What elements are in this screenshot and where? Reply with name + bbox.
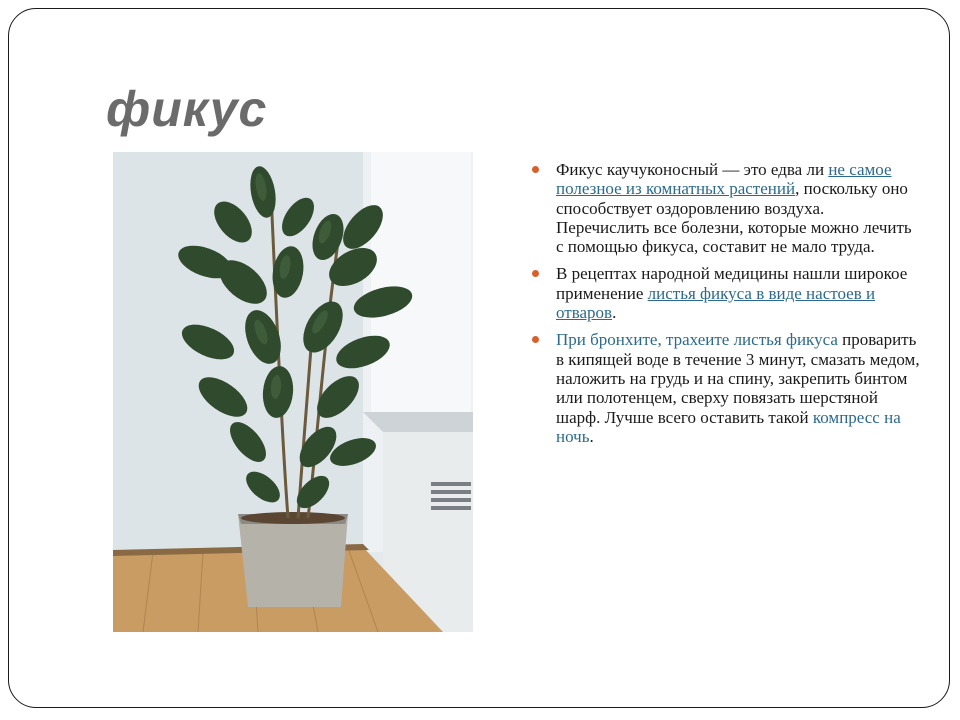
- bullet-text: .: [612, 303, 617, 323]
- bullet-item: [530, 160, 920, 256]
- bullet-marker: [532, 270, 539, 277]
- bullet-item: [530, 264, 920, 322]
- bullet-text: В рецептах народной медицины нашли широкое применение: [556, 264, 908, 303]
- inline-link[interactable]: не самое полезное из комнатных растений: [556, 160, 892, 199]
- bullet-item: [530, 330, 920, 446]
- bullet-text: Фикус каучуконосный — это едва ли: [556, 160, 829, 179]
- bullet-text: проварить в кипящей воде в течение 3 минут, смазать медом, наложить на грудь и на спину, закрепить бинтом или полотенцем, сверху повязать шерстяной шарф. Лучше всего оставить такой: [556, 330, 920, 427]
- highlighted-text: компресс на ночь: [556, 407, 901, 446]
- bullet-marker: [532, 336, 539, 343]
- bullet-list: [530, 160, 920, 454]
- ficus-photo: [113, 152, 473, 632]
- highlighted-text: При бронхите, трахеите листья фикуса: [556, 330, 838, 350]
- bullet-text: .: [589, 426, 594, 446]
- bullet-text: , поскольку оно способствует оздоровлению воздуха. Перечислить все болезни, которые можно лечить с помощью фикуса, составит не мало труда.: [556, 179, 912, 257]
- slide-title: фикус: [106, 81, 268, 137]
- inline-link[interactable]: листья фикуса в виде настоев и отваров: [556, 283, 876, 323]
- bullet-marker: [532, 166, 539, 173]
